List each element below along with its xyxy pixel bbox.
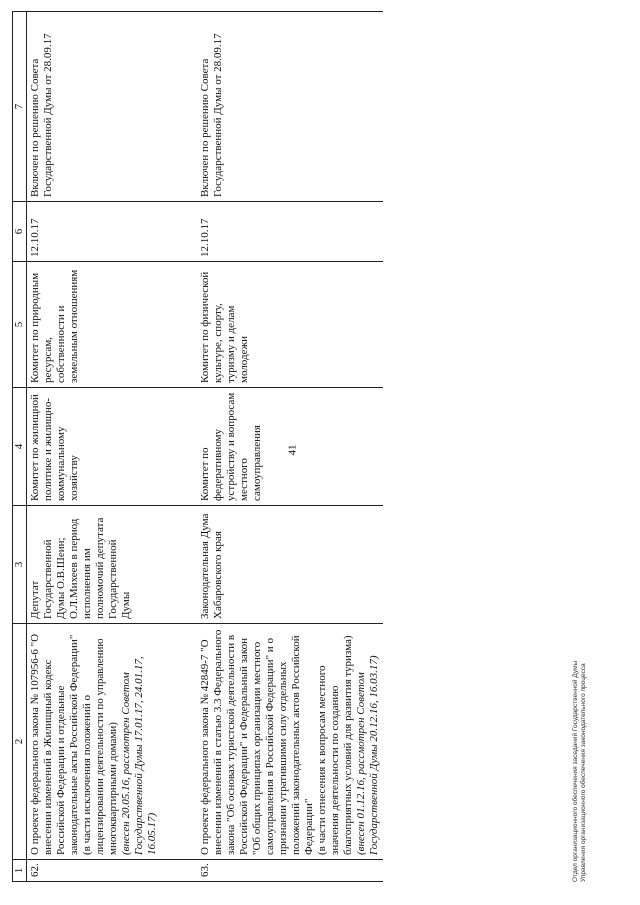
table-row bbox=[27, 12, 197, 882]
bill-detail: (в части отнесения к вопросам местного значения деятельности по созданию благоприятных условий для развития туризма) bbox=[315, 635, 354, 855]
lead-committee: Комитет по федеративному устройству и вопросам местного самоуправления bbox=[197, 388, 383, 506]
bill-title: О проекте федерального закона № 107956-6 "О внесении изменений в Жилищный кодекс Российской Федерации и отдельные законодательные акты Российской Федерации" bbox=[29, 633, 80, 855]
footer-line-1: Отдел организационного обеспечения заседаний Государственной Думы bbox=[572, 660, 579, 882]
bill-note: (внесен 20.05.16, рассмотрен Советом Государственной Думы 17.01.17, 24.01.17, 16.05.17) bbox=[120, 656, 158, 855]
column-header-6: 6 bbox=[13, 202, 27, 262]
bill-note: (внесен 01.12.16, рассмотрен Советом Государственной Думы 20.12.16, 16.03.17) bbox=[354, 655, 380, 855]
footer bbox=[572, 661, 588, 882]
column-header-2: 2 bbox=[13, 624, 27, 860]
bill-author: Депутат Государственной Думы О.В.Шеин; О.Л.Михеев в период исполнения им полномочий депутата Государственной Думы bbox=[27, 506, 197, 624]
review-date: 12.10.17 bbox=[27, 202, 197, 262]
review-date: 12.10.17 bbox=[197, 202, 383, 262]
table-row bbox=[197, 12, 383, 882]
bill-author: Законодательная Дума Хабаровского края bbox=[197, 506, 383, 624]
decision-note: Включен по решению Совета Государственной Думы от 28.09.17 bbox=[27, 12, 197, 202]
table-header-row bbox=[13, 12, 27, 882]
bill-description bbox=[197, 624, 383, 860]
column-header-5: 5 bbox=[13, 262, 27, 388]
bill-detail: (в части исключения положений о лицензировании деятельности по управлению многоквартирными домами) bbox=[81, 638, 119, 855]
bill-title: О проекте федерального закона № 42849-7 "О внесении изменений в статью 3.3 Федерального закона "Об основах туристской деятельности в Российской Федерации" и Федеральный закон "Об общих принципах организации местного самоуправления в Российской Федерации" и о признании утратившими силу отдельных положений законодательных актов Российской Федерации" bbox=[198, 629, 315, 855]
footer-line-2: Управления организационного обеспечения законодательного процесса bbox=[580, 663, 587, 882]
column-header-4: 4 bbox=[13, 388, 27, 506]
bill-description bbox=[27, 624, 197, 860]
column-header-7: 7 bbox=[13, 12, 27, 202]
decision-note: Включен по решению Совета Государственной Думы от 28.09.17 bbox=[197, 12, 383, 202]
co-committee: Комитет по природным ресурсам, собственности и земельным отношениям bbox=[27, 262, 197, 388]
column-header-1: 1 bbox=[13, 860, 27, 882]
co-committee: Комитет по физической культуре, спорту, туризму и делам молодежи bbox=[197, 262, 383, 388]
page-number: 41 bbox=[286, 444, 299, 456]
row-number: 62. bbox=[27, 860, 197, 882]
bills-table bbox=[12, 11, 383, 882]
column-header-3: 3 bbox=[13, 506, 27, 624]
row-number: 63. bbox=[197, 860, 383, 882]
rotated-page-content bbox=[12, 12, 612, 882]
lead-committee: Комитет по жилищной политике и жилищно-коммунальному хозяйству bbox=[27, 388, 197, 506]
